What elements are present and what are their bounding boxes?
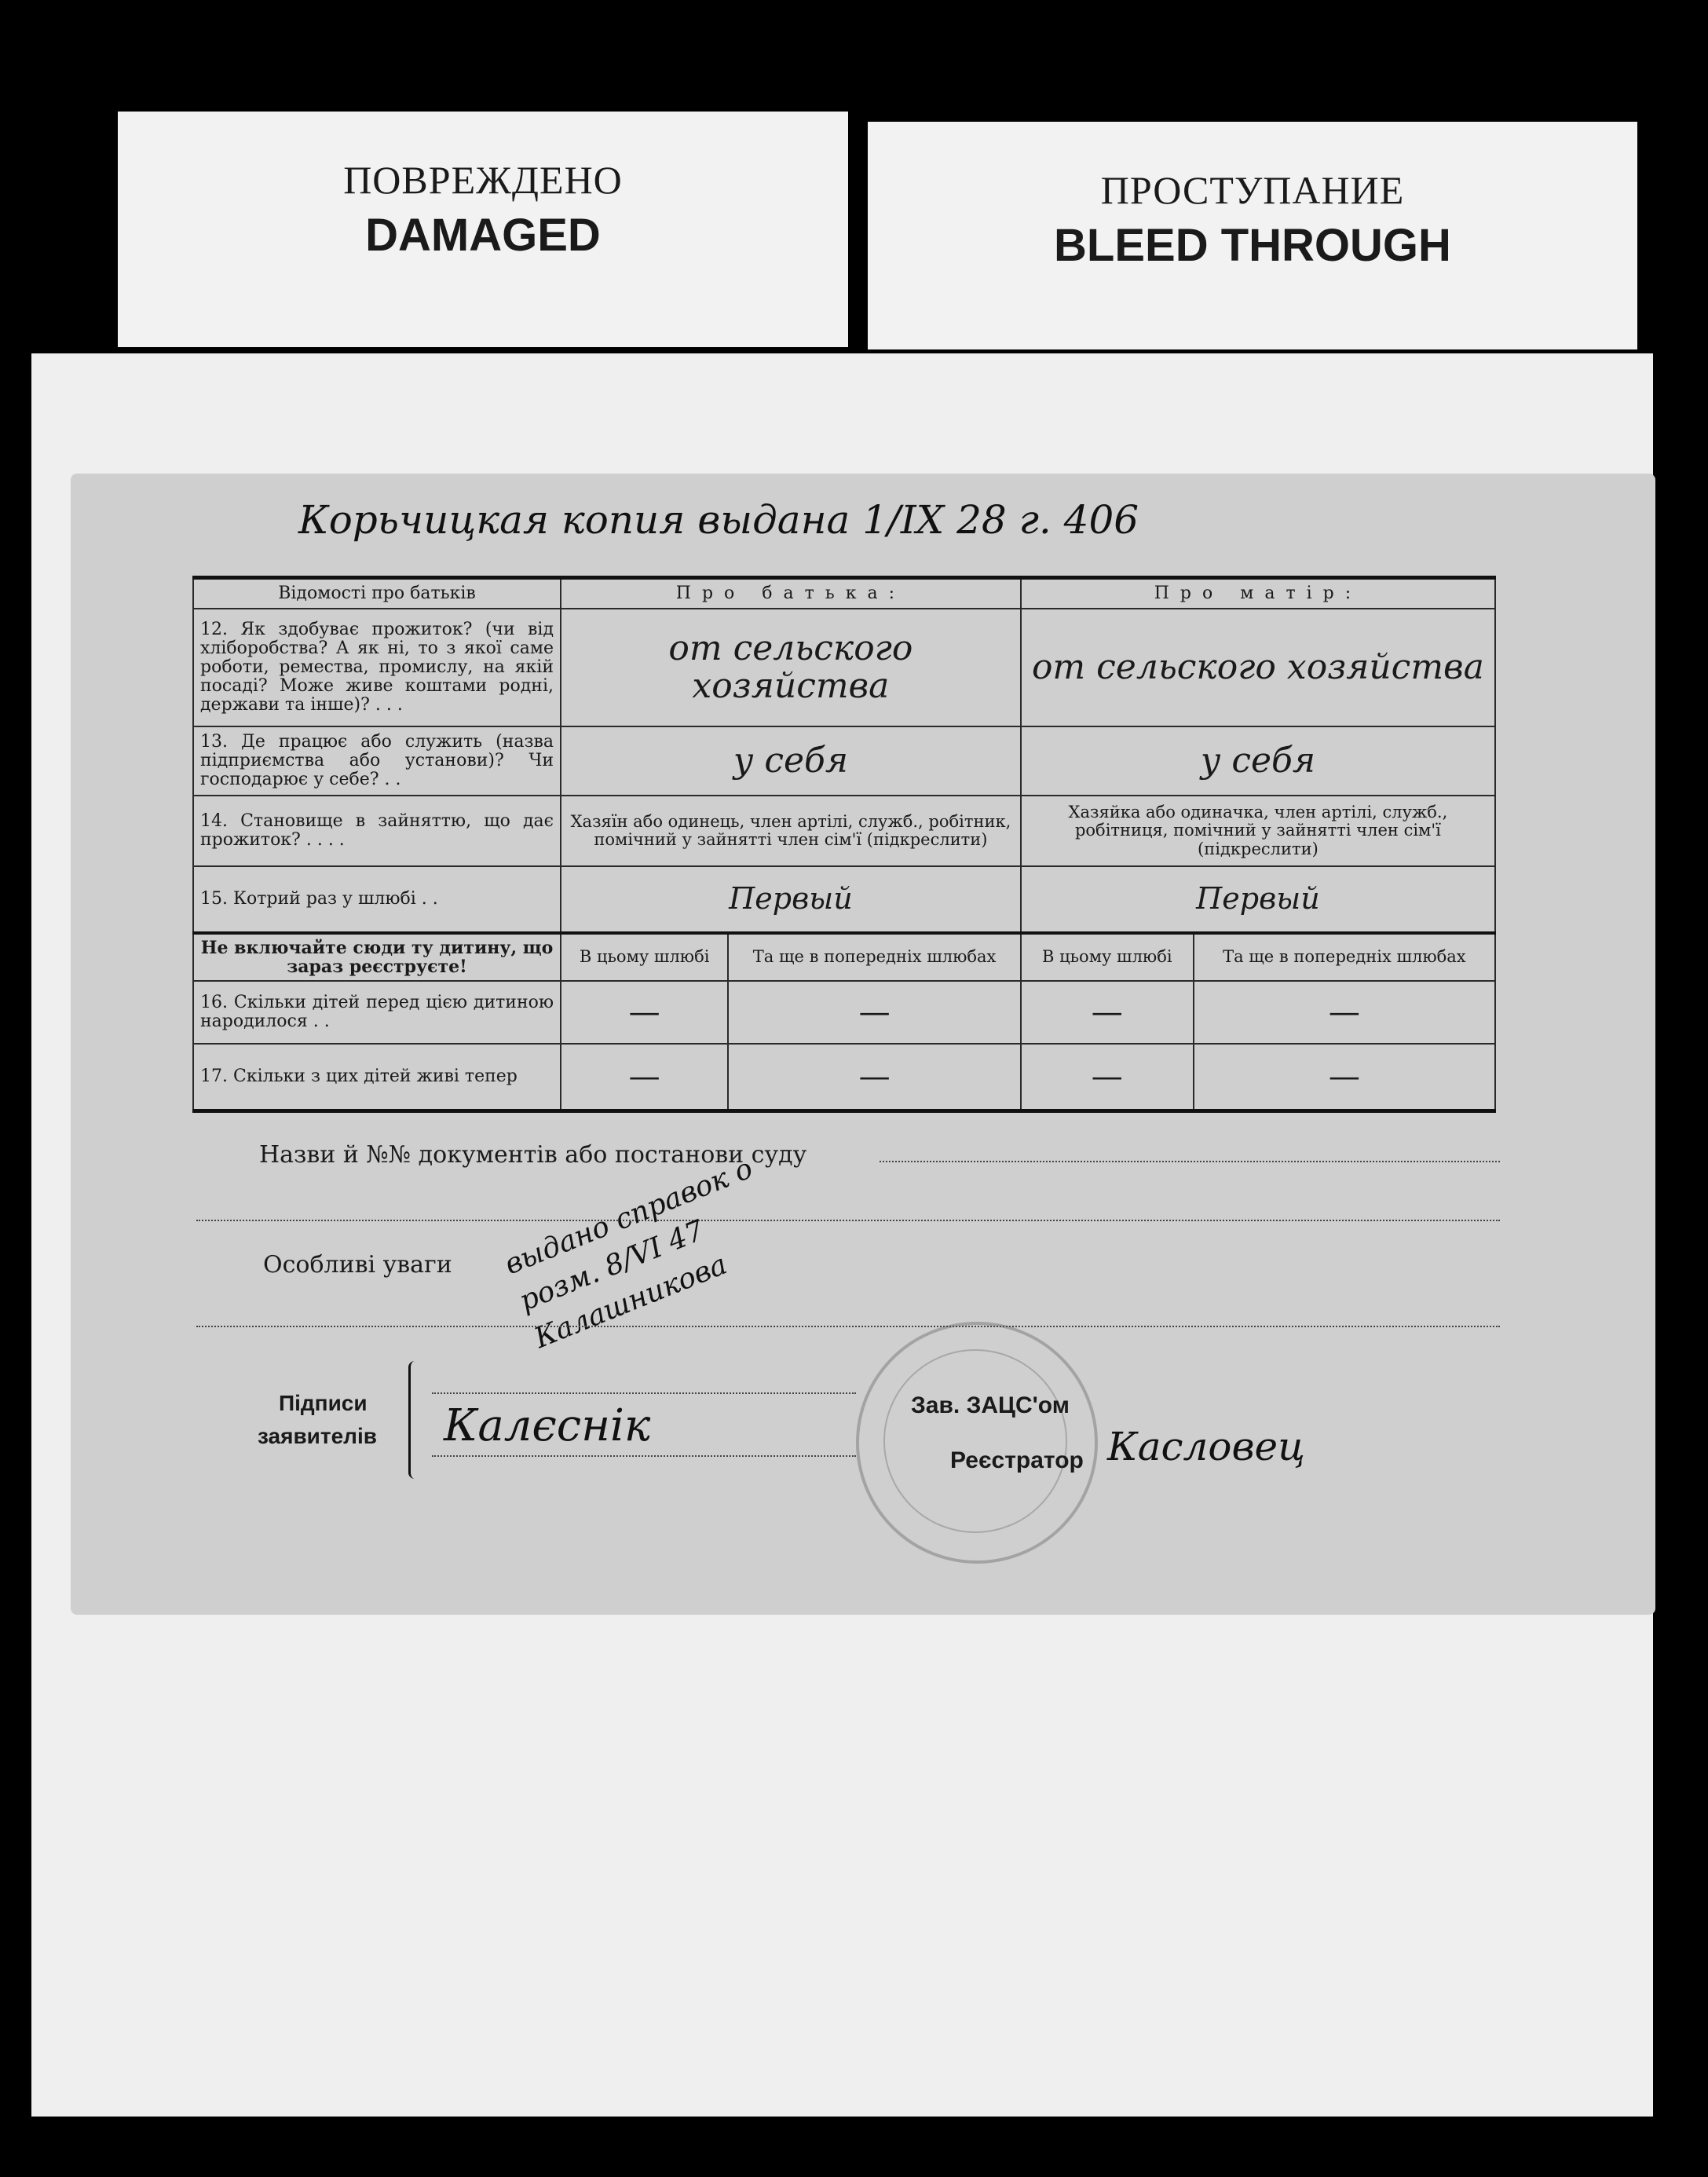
answer-15-mother: Первый xyxy=(1021,866,1495,933)
signature-line-2 xyxy=(432,1455,856,1457)
header-mother: Про матір: xyxy=(1021,578,1495,609)
answer-13-mother: у себя xyxy=(1021,726,1495,796)
documents-label: Назви й №№ документів або постанови суду xyxy=(259,1141,807,1169)
applicant-signature: Калєснік xyxy=(444,1400,651,1451)
bleed-through-label-card xyxy=(868,122,1637,349)
table-row xyxy=(193,726,1495,796)
answer-14-mother: Хазяйка або одиначка, член артілі, служб., робітниця, помічний у зайнятті член сім'ї (підкреслити) xyxy=(1021,796,1495,866)
top-handwritten-note: Корьчицкая копия выдана 1/IX 28 г. 406 xyxy=(298,497,1139,543)
answer-16-cell: — xyxy=(728,981,1021,1044)
registrar-signature: Касловец xyxy=(1107,1424,1306,1469)
question-13: 13. Де працює або служить (назва підприємства або установи)? Чи господарює у себе? . . xyxy=(193,726,561,796)
documents-line xyxy=(880,1161,1500,1162)
answer-15-father: Первый xyxy=(561,866,1021,933)
mother-prev-marriages-header: Та ще в попередніх шлюбах xyxy=(1194,933,1495,981)
signature-line-1 xyxy=(432,1392,856,1394)
table-row xyxy=(193,981,1495,1044)
mother-this-marriage-header: В цьому шлюбі xyxy=(1021,933,1194,981)
head-of-registry-label: Зав. ЗАЦС'ом xyxy=(911,1392,1070,1418)
official-stamp-inner xyxy=(883,1349,1067,1533)
documents-line-2 xyxy=(196,1220,1500,1221)
table-header-row xyxy=(193,578,1495,609)
table-row xyxy=(193,796,1495,866)
question-14: 14. Становище в зайняттю, що дає прожиток? . . . . xyxy=(193,796,561,866)
answer-14-father: Хазяїн або одинець, член артілі, служб., робітник, помічний у зайнятті член сім'ї (підкреслити) xyxy=(561,796,1021,866)
header-father: Про батька: xyxy=(561,578,1021,609)
damaged-label-ru: ПОВРЕЖДЕНО xyxy=(343,158,623,202)
father-prev-marriages-header: Та ще в попередніх шлюбах xyxy=(728,933,1021,981)
answer-17-cell: — xyxy=(561,1044,728,1111)
question-16: 16. Скільки дітей перед цією дитиною народилося . . xyxy=(193,981,561,1044)
signatures-label-1: Підписи xyxy=(279,1391,368,1415)
answer-16-cell: — xyxy=(1194,981,1495,1044)
signatures-label-2: заявителів xyxy=(258,1424,377,1448)
parents-info-table xyxy=(192,576,1496,1113)
table-row xyxy=(193,933,1495,981)
table-row xyxy=(193,609,1495,726)
answer-13-father: у себя xyxy=(561,726,1021,796)
answer-17-cell: — xyxy=(728,1044,1021,1111)
table-row xyxy=(193,866,1495,933)
question-12: 12. Як здобуває прожиток? (чи від хліборобства? А як ні, то з якої саме роботи, ремества, промислу, на якій посаді? Може живе коштами родні, держави та інше)? . . . xyxy=(193,609,561,726)
answer-12-father: от сельского хозяйства xyxy=(561,609,1021,726)
signatures-brace xyxy=(408,1361,422,1479)
special-notes-line xyxy=(196,1326,1500,1327)
table-row xyxy=(193,1044,1495,1111)
question-17: 17. Скільки з цих дітей живі тепер xyxy=(193,1044,561,1111)
record-card xyxy=(71,474,1655,1615)
bleed-label-en: BLEED THROUGH xyxy=(1054,220,1451,271)
answer-16-cell: — xyxy=(1021,981,1194,1044)
question-15: 15. Котрий раз у шлюбі . . xyxy=(193,866,561,933)
exclude-child-note: Не включайте сюди ту дитину, що зараз реєструєте! xyxy=(193,933,561,981)
answer-17-cell: — xyxy=(1021,1044,1194,1111)
header-parents-info: Відомості про батьків xyxy=(193,578,561,609)
answer-12-mother: от сельского хозяйства xyxy=(1021,609,1495,726)
special-notes-handwritten: выдано справок о розм. 8/VI 47 Калашникова xyxy=(500,1152,758,1355)
registrar-label: Реєстратор xyxy=(950,1447,1084,1473)
special-notes-label: Особливі уваги xyxy=(263,1251,452,1279)
father-this-marriage-header: В цьому шлюбі xyxy=(561,933,728,981)
bleed-label-ru: ПРОСТУПАНИЕ xyxy=(1100,168,1405,212)
damaged-label-en: DAMAGED xyxy=(365,210,601,261)
answer-17-cell: — xyxy=(1194,1044,1495,1111)
answer-16-cell: — xyxy=(561,981,728,1044)
damaged-label-card xyxy=(118,112,848,347)
